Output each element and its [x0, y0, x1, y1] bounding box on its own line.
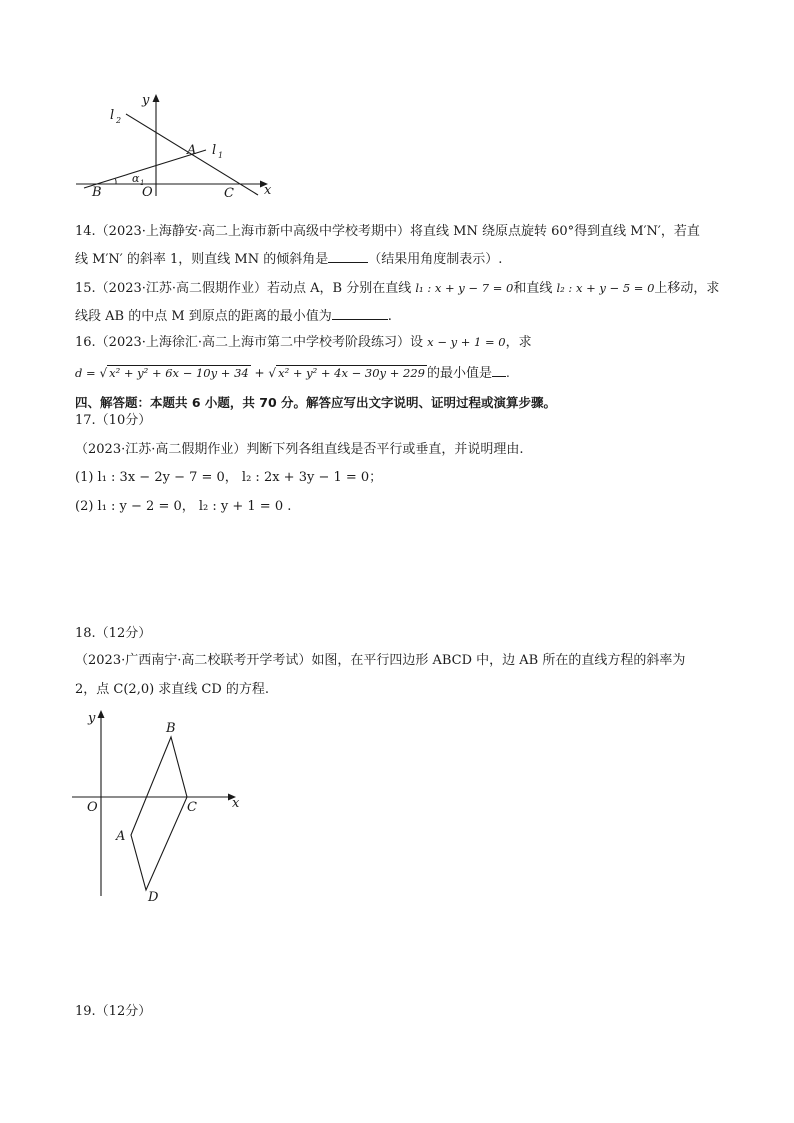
- figure-lines-l1-l2: [70, 88, 280, 200]
- section-4-heading: 四、解答题：本题共 6 小题，共 70 分。解答应写出文字说明、证明过程或演算步骤。: [75, 395, 557, 410]
- q14-line1: 14.（2023·上海静安·高二上海市新中高级中学校考期中）将直线 MN 绕原点旋转 60°得到直线 M′N′，若直: [75, 224, 700, 239]
- label-C: C: [187, 800, 197, 815]
- q16-line2-post: 的最小值是: [426, 366, 492, 381]
- q15-mid: 和直线: [513, 281, 553, 296]
- q16-line1-post: ，求: [505, 335, 532, 350]
- sqrt-sign-2: √: [268, 366, 277, 380]
- q14-line2-post: （结果用角度制表示）.: [368, 252, 503, 267]
- q15-line1-pre: 15.（2023·江苏·高二假期作业）若动点 A，B 分别在直线: [75, 281, 412, 296]
- q15-l2-equation: l₂ : x + y − 5 = 0: [556, 281, 655, 295]
- label-D: D: [148, 890, 159, 904]
- label-B: B: [92, 185, 102, 200]
- label-l2-sub: 2: [116, 116, 122, 125]
- parallelogram-ABCD: [131, 737, 187, 890]
- angle-arc: [116, 179, 117, 184]
- q15-answer-blank[interactable]: [332, 305, 388, 320]
- q16-root1: x² + y² + 6x − 10y + 34: [109, 366, 249, 380]
- y-axis-arrow: [153, 94, 160, 102]
- q17-part2: (2) l₁ : y − 2 = 0， l₂ : y + 1 = 0 .: [75, 499, 292, 514]
- sqrt-sign-1: √: [99, 366, 108, 380]
- q16-condition: x − y + 1 = 0: [427, 335, 506, 349]
- label-alpha: α: [132, 172, 140, 185]
- q18-line1: （2023·广西南宁·高二校联考开学考试）如图，在平行四边形 ABCD 中，边 AB 所在的直线方程的斜率为: [75, 653, 686, 668]
- label-B: B: [166, 721, 176, 736]
- q15-line1: [75, 279, 719, 298]
- q16-end: .: [505, 366, 510, 380]
- q16-root2: x² + y² + 4x − 30y + 229: [278, 366, 425, 380]
- q16-plus: +: [254, 366, 265, 380]
- q15-line2-pre: 线段 AB 的中点 M 到原点的距离的最小值为: [75, 309, 332, 324]
- figure-parallelogram: [70, 704, 260, 904]
- q14-line2-text: 线 M′N′ 的斜率 1，则直线 MN 的倾斜角是: [75, 252, 329, 267]
- q14-line2: [75, 248, 502, 269]
- y-axis-arrow: [98, 710, 105, 718]
- q18-line2: 2，点 C(2,0) 求直线 CD 的方程.: [75, 682, 270, 697]
- q17-stem: （2023·江苏·高二假期作业）判断下列各组直线是否平行或垂直，并说明理由.: [75, 442, 524, 457]
- q16-d-label: d =: [75, 366, 96, 380]
- label-x: x: [232, 796, 240, 811]
- q18-head: 18.（12分）: [75, 626, 152, 641]
- label-alpha-sub: 1: [140, 179, 145, 187]
- q16-line2: [75, 362, 510, 383]
- label-O: O: [142, 185, 153, 200]
- q15-line2-post: .: [387, 309, 392, 324]
- q14-answer-blank[interactable]: [328, 248, 368, 263]
- q17-part1: (1) l₁ : 3x − 2y − 7 = 0， l₂ : 2x + 3y − 1 = 0；: [75, 470, 383, 485]
- label-y: y: [88, 711, 96, 726]
- q15-line1-post: 上移动，求: [654, 281, 720, 296]
- q15-l1-equation: l₁ : x + y − 7 = 0: [415, 281, 514, 295]
- label-l2: l: [110, 108, 115, 123]
- q15-line2: [75, 305, 392, 326]
- label-A: A: [116, 829, 126, 844]
- label-A: A: [187, 143, 197, 158]
- label-x: x: [264, 183, 272, 198]
- label-O: O: [87, 800, 98, 815]
- q19-head: 19.（12分）: [75, 1004, 152, 1019]
- q16-line1-pre: 16.（2023·上海徐汇·高二上海市第二中学校考阶段练习）设: [75, 335, 424, 350]
- q16-answer-blank[interactable]: [492, 362, 506, 377]
- label-l1: l: [212, 143, 217, 158]
- label-y: y: [142, 93, 150, 108]
- q17-head: 17.（10分）: [75, 413, 152, 428]
- label-C: C: [224, 186, 234, 200]
- label-l1-sub: 1: [218, 151, 224, 160]
- q16-line1: [75, 333, 532, 352]
